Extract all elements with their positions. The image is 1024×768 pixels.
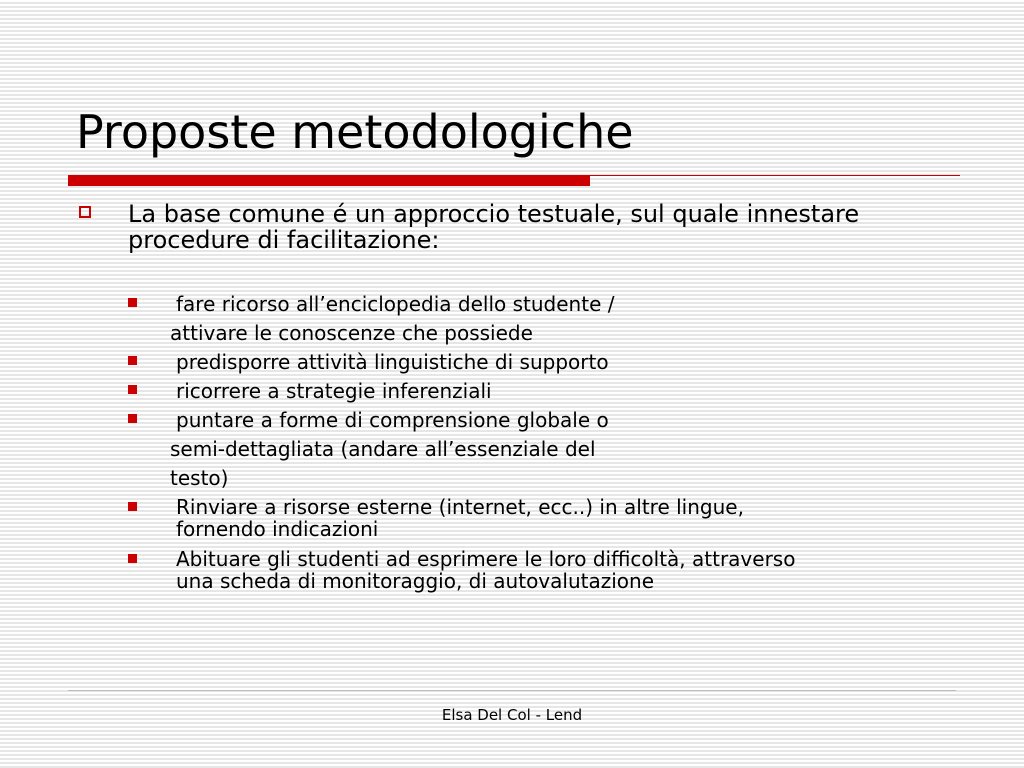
slide-title: Proposte metodologiche: [76, 105, 634, 159]
title-underline-thin: [590, 175, 960, 176]
main-bullet-text: La base comune é un approccio testuale, sul quale innestare procedure di facilitazione:: [128, 200, 860, 254]
sub-bullet-text: fare ricorso all’enciclopedia dello studente /: [176, 292, 615, 316]
square-bullet-icon: [128, 414, 137, 423]
footer-divider: [68, 690, 956, 691]
sub-bullet-text: puntare a forme di comprensione globale o: [176, 408, 609, 432]
sub-bullet-text: predisporre attività linguistiche di supporto: [176, 350, 609, 374]
sub-bullet-text: ricorrere a strategie inferenziali: [176, 379, 492, 403]
sub-bullet-4-continuation-2: testo): [170, 466, 229, 490]
sub-bullet-text-line2: una scheda di monitoraggio, di autovalutazione: [176, 569, 654, 593]
footer-text: Elsa Del Col - Lend: [441, 706, 583, 724]
sub-bullet-4-continuation-1: semi-dettagliata (andare all’essenziale del: [170, 437, 596, 461]
square-bullet-icon: [128, 356, 137, 365]
square-bullet-icon: [128, 298, 137, 307]
title-underline-thick: [68, 175, 590, 186]
sub-bullet-text-line2: fornendo indicazioni: [176, 517, 379, 541]
square-bullet-icon: [128, 385, 137, 394]
square-bullet-icon: [128, 554, 137, 563]
sub-bullet-1-continuation: attivare le conoscenze che possiede: [170, 321, 533, 345]
sub-bullet-text: Abituare gli studenti ad esprimere le loro difficoltà, attraverso: [176, 547, 796, 571]
sub-bullet-text: Rinviare a risorse esterne (internet, ecc..) in altre lingue,: [176, 495, 744, 519]
square-bullet-icon: [128, 502, 137, 511]
hollow-square-bullet-icon: [79, 206, 91, 218]
